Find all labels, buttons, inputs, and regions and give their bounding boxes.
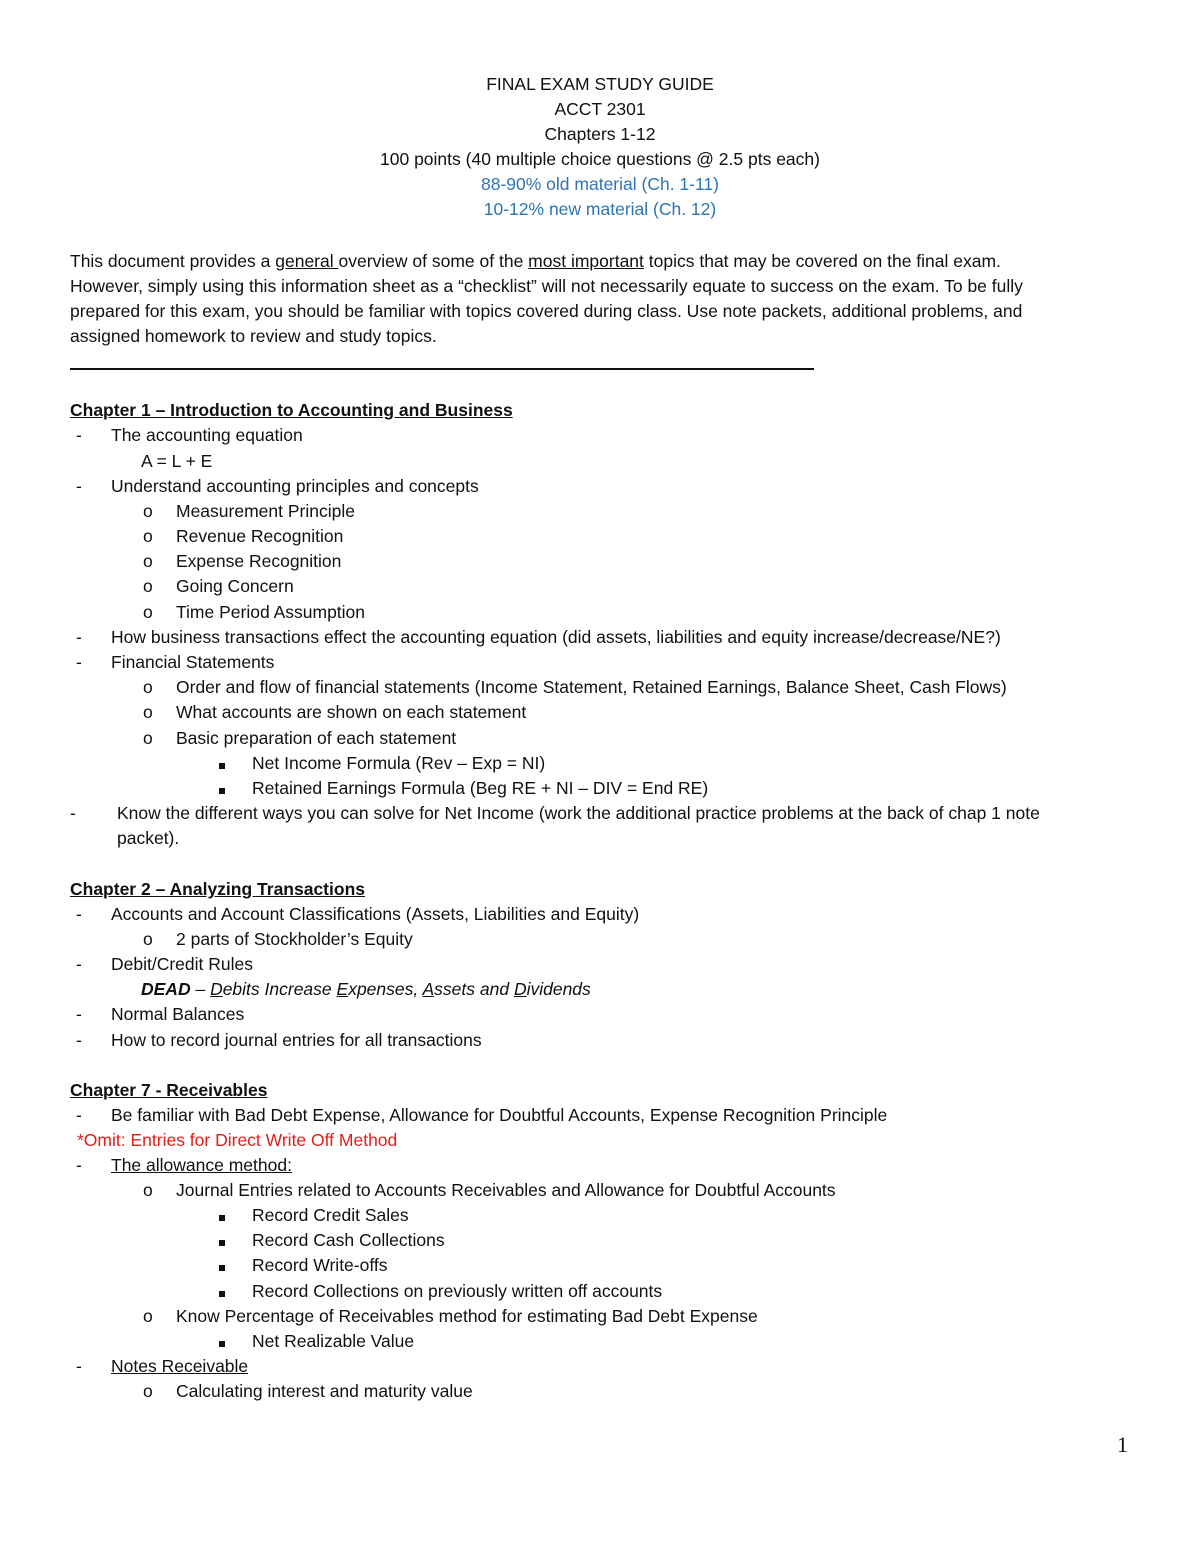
list-item: The accounting equation bbox=[111, 425, 303, 445]
old-material-note: 88-90% old material (Ch. 1-11) bbox=[481, 174, 719, 194]
dead-letter: D bbox=[210, 979, 223, 999]
intro-text: This document provides a bbox=[70, 251, 276, 271]
dash-bullet: - bbox=[76, 627, 82, 647]
intro-emphasis-important: most important bbox=[528, 251, 644, 271]
list-item: Order and flow of financial statements (Income Statement, Retained Earnings, Balance Sheet, Cash Flows) bbox=[176, 677, 1007, 697]
list-item: 2 parts of Stockholder’s Equity bbox=[176, 929, 413, 949]
page-number: 1 bbox=[1117, 1432, 1128, 1457]
chapters-range: Chapters 1-12 bbox=[544, 124, 656, 144]
list-item: Record Collections on previously written off accounts bbox=[252, 1281, 663, 1301]
list-item: Record Cash Collections bbox=[252, 1230, 445, 1250]
dash-bullet: - bbox=[76, 1004, 82, 1024]
list-item: Calculating interest and maturity value bbox=[176, 1381, 473, 1401]
intro-line-2: However, simply using this information sheet as a “checklist” will not necessarily equate to success on the exam. To be fully bbox=[70, 276, 1023, 296]
dead-text: ssets and bbox=[434, 979, 514, 999]
list-item: Time Period Assumption bbox=[176, 602, 366, 622]
dead-letter: E bbox=[336, 979, 349, 999]
chapter-2-heading: Chapter 2 – Analyzing Transactions bbox=[70, 879, 365, 899]
dead-letter: A bbox=[422, 979, 435, 999]
circle-bullet: o bbox=[143, 1306, 153, 1326]
dash-bullet: - bbox=[70, 803, 76, 823]
circle-bullet: o bbox=[143, 1381, 153, 1401]
square-bullet bbox=[219, 1330, 225, 1352]
dash-bullet: - bbox=[76, 476, 82, 496]
chapter-7-heading: Chapter 7 - Receivables bbox=[70, 1080, 268, 1100]
dead-text: ividends bbox=[526, 979, 591, 999]
list-item: How business transactions effect the accounting equation (did assets, liabilities and equity increase/decrease/NE?) bbox=[111, 627, 1001, 647]
list-item: Accounts and Account Classifications (Assets, Liabilities and Equity) bbox=[111, 904, 640, 924]
list-item: Basic preparation of each statement bbox=[176, 728, 457, 748]
list-item: Retained Earnings Formula (Beg RE + NI – DIV = End RE) bbox=[252, 778, 709, 798]
list-item: Net Income Formula (Rev – Exp = NI) bbox=[252, 753, 546, 773]
circle-bullet: o bbox=[143, 1180, 153, 1200]
square-bullet bbox=[219, 1204, 225, 1226]
circle-bullet: o bbox=[143, 602, 153, 622]
dash-bullet: - bbox=[76, 954, 82, 974]
intro-text: overview of some of the bbox=[338, 251, 529, 271]
doc-title: FINAL EXAM STUDY GUIDE bbox=[486, 74, 714, 94]
list-item: Know Percentage of Receivables method for estimating Bad Debt Expense bbox=[176, 1306, 758, 1326]
list-item: Revenue Recognition bbox=[176, 526, 344, 546]
dead-text: xpenses, bbox=[348, 979, 423, 999]
intro-line-3: prepared for this exam, you should be familiar with topics covered during class. Use note packets, additional problems, and bbox=[70, 301, 1023, 321]
course-code: ACCT 2301 bbox=[554, 99, 646, 119]
dash-bullet: - bbox=[76, 425, 82, 445]
equation: A = L + E bbox=[141, 451, 213, 471]
circle-bullet: o bbox=[143, 551, 153, 571]
list-item: Be familiar with Bad Debt Expense, Allowance for Doubtful Accounts, Expense Recognition Principle bbox=[111, 1105, 888, 1125]
points-info: 100 points (40 multiple choice questions @ 2.5 pts each) bbox=[380, 149, 820, 169]
dead-letter: D bbox=[513, 979, 527, 999]
dead-text: ebits Increase bbox=[222, 979, 337, 999]
dash-bullet: - bbox=[76, 904, 82, 924]
dash-bullet: - bbox=[76, 1030, 82, 1050]
list-item: Measurement Principle bbox=[176, 501, 355, 521]
intro-line-4: assigned homework to review and study topics. bbox=[70, 326, 437, 346]
list-item: Record Write-offs bbox=[252, 1255, 388, 1275]
list-item: The allowance method: bbox=[111, 1155, 292, 1175]
list-item: Normal Balances bbox=[111, 1004, 245, 1024]
dash-bullet: - bbox=[76, 652, 82, 672]
dead-mnemonic bbox=[141, 978, 591, 1000]
dead-acronym: DEAD bbox=[141, 979, 191, 999]
intro-text: topics that may be covered on the final exam. bbox=[643, 251, 1001, 271]
circle-bullet: o bbox=[143, 576, 153, 596]
circle-bullet: o bbox=[143, 929, 153, 949]
omit-note: *Omit: Entries for Direct Write Off Method bbox=[77, 1130, 398, 1150]
dash-bullet: - bbox=[76, 1105, 82, 1125]
dash-bullet: - bbox=[76, 1356, 82, 1376]
section-divider bbox=[70, 368, 814, 370]
circle-bullet: o bbox=[143, 501, 153, 521]
square-bullet bbox=[219, 1229, 225, 1251]
list-item: What accounts are shown on each statement bbox=[176, 702, 527, 722]
list-item: Net Realizable Value bbox=[252, 1331, 415, 1351]
intro-emphasis-general: general bbox=[275, 251, 339, 271]
list-item: Know the different ways you can solve for Net Income (work the additional practice problems at the back of chap 1 note bbox=[117, 803, 1040, 823]
dash-bullet: - bbox=[76, 1155, 82, 1175]
list-item: How to record journal entries for all transactions bbox=[111, 1030, 482, 1050]
square-bullet bbox=[219, 777, 225, 799]
list-item: Notes Receivable bbox=[111, 1356, 249, 1376]
list-item-continued: packet). bbox=[117, 828, 180, 848]
square-bullet bbox=[219, 752, 225, 774]
circle-bullet: o bbox=[143, 526, 153, 546]
list-item: Journal Entries related to Accounts Receivables and Allowance for Doubtful Accounts bbox=[176, 1180, 836, 1200]
list-item: Financial Statements bbox=[111, 652, 275, 672]
square-bullet bbox=[219, 1254, 225, 1276]
list-item: Debit/Credit Rules bbox=[111, 954, 253, 974]
square-bullet bbox=[219, 1280, 225, 1302]
chapter-1-heading: Chapter 1 – Introduction to Accounting and Business bbox=[70, 400, 513, 420]
circle-bullet: o bbox=[143, 702, 153, 722]
list-item: Going Concern bbox=[176, 576, 294, 596]
circle-bullet: o bbox=[143, 677, 153, 697]
circle-bullet: o bbox=[143, 728, 153, 748]
dead-text: – bbox=[190, 979, 211, 999]
list-item: Understand accounting principles and concepts bbox=[111, 476, 479, 496]
new-material-note: 10-12% new material (Ch. 12) bbox=[483, 199, 717, 219]
list-item: Record Credit Sales bbox=[252, 1205, 409, 1225]
intro-line-1 bbox=[70, 250, 1001, 272]
list-item: Expense Recognition bbox=[176, 551, 342, 571]
